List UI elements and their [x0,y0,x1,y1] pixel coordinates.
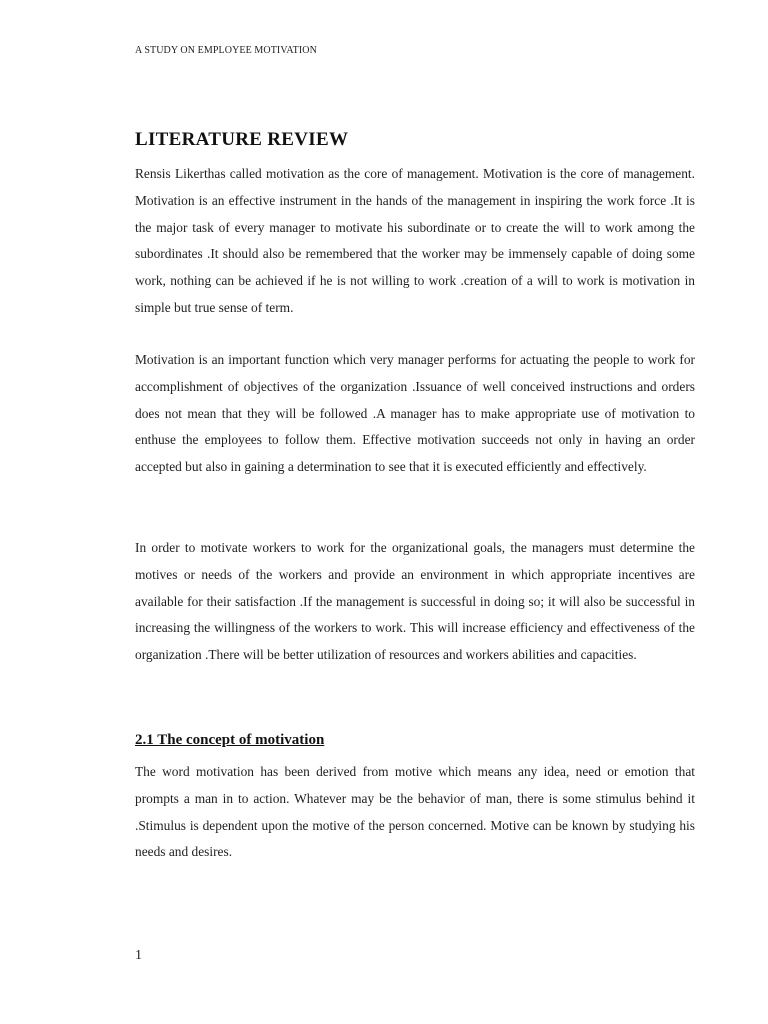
paragraph-1: Rensis Likerthas called motivation as the core of management. Motivation is the core of management. Motivation is an effective instrument in the hands of the management in inspiring the work force .It is the major task of every manager to motivate his subordinate or to create the will to work among the subordinates .It should also be remembered that the worker may be immensely capable of doing some work, nothing can be achieved if he is not willing to work .creation of a will to work is motivation in simple but true sense of term. [135,166,695,315]
paragraph-2: Motivation is an important function which very manager performs for actuating the people to work for accomplishment of objectives of the organization .Issuance of well conceived instructions and orders does not mean that they will be followed .A manager has to make appropriate use of motivation to enthuse the employees to follow them. Effective motivation succeeds not only in having an order accepted but also in gaining a determination to see that it is executed efficiently and effectively. [135,352,695,475]
concept-paragraph: The word motivation has been derived from motive which means any idea, need or emotion that prompts a man in to action. Whatever may be the behavior of man, there is some stimulus behind it .Stimulus is dependent upon the motive of the person concerned. Motive can be known by studying his needs and desires. [135,764,695,860]
literature-review-heading: LITERATURE REVIEW [135,129,349,150]
running-header: A STUDY ON EMPLOYEE MOTIVATION [135,45,317,56]
paragraph-3: In order to motivate workers to work for the organizational goals, the managers must determine the motives or needs of the workers and provide an environment in which appropriate incentives are available for their satisfaction .If the management is successful in doing so; it will also be successful in increasing the willingness of the workers to work. This will increase efficiency and effectiveness of the organization .There will be better utilization of resources and workers abilities and capacities. [135,540,695,663]
page-number: 1 [135,948,142,963]
concept-of-motivation-heading: 2.1 The concept of motivation [135,732,325,748]
